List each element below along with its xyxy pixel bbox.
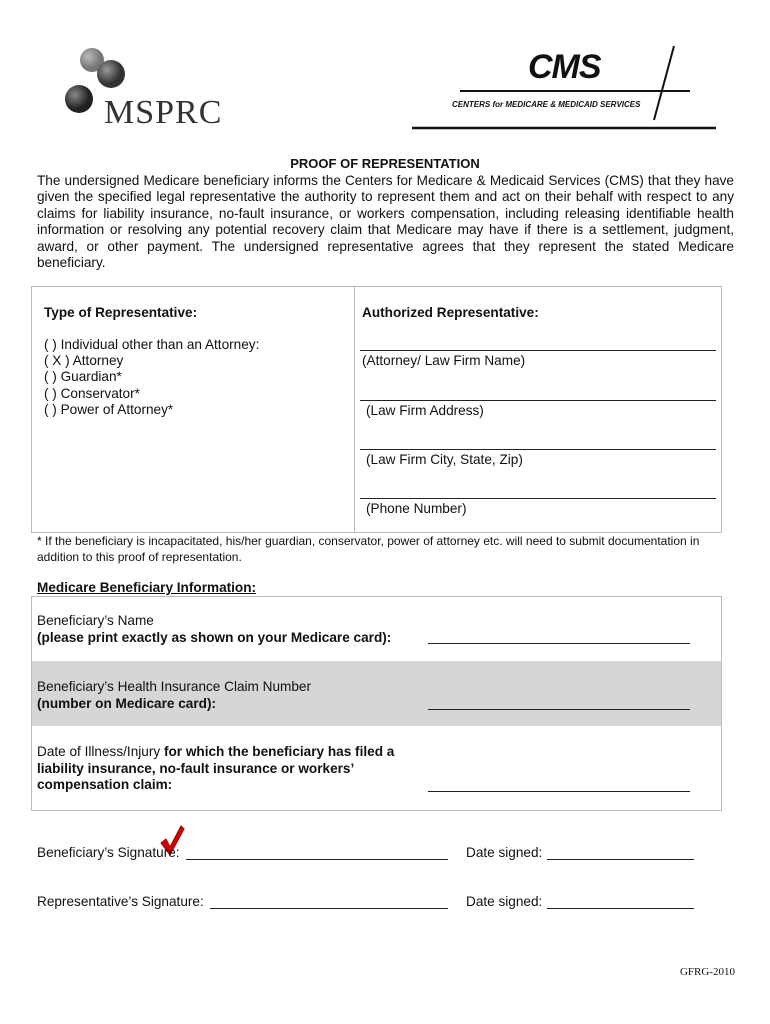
- msprc-logo: [62, 44, 252, 134]
- beneficiary-signature-label: Beneficiary’s Signature:: [37, 845, 180, 860]
- form-code: GFRG-2010: [679, 966, 735, 978]
- beneficiary-section-title: Medicare Beneficiary Information:: [37, 580, 257, 595]
- representative-date-signed-line[interactable]: [547, 908, 694, 909]
- option-individual[interactable]: ( ) Individual other than an Attorney:: [44, 337, 260, 352]
- option-power-of-attorney[interactable]: ( ) Power of Attorney*: [44, 402, 174, 417]
- law-firm-address-caption: (Law Firm Address): [366, 403, 484, 418]
- option-attorney[interactable]: ( X ) Attorney: [44, 353, 124, 368]
- authorized-representative-label: Authorized Representative:: [362, 305, 539, 320]
- representative-date-signed-label: Date signed:: [466, 894, 543, 909]
- page-title: PROOF OF REPRESENTATION: [290, 156, 480, 171]
- phone-number-line[interactable]: [360, 498, 716, 499]
- cms-logo-text: CMS: [528, 48, 601, 86]
- law-firm-name-line[interactable]: [360, 350, 716, 351]
- type-of-representative-label: Type of Representative:: [44, 305, 198, 320]
- option-conservator[interactable]: ( ) Conservator*: [44, 386, 140, 401]
- representative-signature-line[interactable]: [210, 908, 448, 909]
- cms-logo-subtitle: CENTERS for MEDICARE & MEDICAID SERVICES: [452, 100, 641, 109]
- law-firm-name-caption: (Attorney/ Law Firm Name): [362, 353, 526, 368]
- beneficiary-date-signed-label: Date signed:: [466, 845, 543, 860]
- law-firm-address-line[interactable]: [360, 400, 716, 401]
- date-of-illness-line[interactable]: [428, 791, 690, 792]
- date-of-illness-label: [37, 744, 422, 794]
- date-of-illness-label-bold: for which the beneficiary has filed a liability insurance, no-fault insurance or workers’ compensation claim:: [37, 744, 395, 792]
- date-of-illness-label-plain: Date of Illness/Injury: [37, 744, 164, 759]
- intro-paragraph: The undersigned Medicare beneficiary informs the Centers for Medicare & Medicaid Services (CMS) that they have given the specified legal representative the authority to represent them and act on their behalf with respect to any claims for liability insurance, no-fault insurance, or workers compensation, including releasing identifiable health information or resolving any potential recovery claim that Medicare may have if there is a settlement, judgment, award, or other payment. The undersigned representative agrees that they represent the stated Medicare beneficiary.: [37, 173, 734, 271]
- column-divider: [354, 287, 355, 532]
- option-guardian[interactable]: ( ) Guardian*: [44, 369, 122, 384]
- hicn-line[interactable]: [428, 709, 690, 710]
- beneficiary-date-signed-line[interactable]: [547, 859, 694, 860]
- hicn-hint: (number on Medicare card):: [37, 696, 217, 711]
- beneficiary-name-line[interactable]: [428, 643, 690, 644]
- representative-signature-label: Representative’s Signature:: [37, 894, 204, 909]
- msprc-logo-text: MSPRC: [104, 94, 223, 131]
- hicn-label: Beneficiary’s Health Insurance Claim Number: [37, 679, 312, 694]
- phone-number-caption: (Phone Number): [366, 501, 467, 516]
- cms-logo: [410, 44, 720, 136]
- law-firm-city-caption: (Law Firm City, State, Zip): [366, 452, 523, 467]
- beneficiary-signature-line[interactable]: [186, 859, 448, 860]
- law-firm-city-line[interactable]: [360, 449, 716, 450]
- beneficiary-name-hint: (please print exactly as shown on your Medicare card):: [37, 630, 392, 645]
- beneficiary-name-label: Beneficiary’s Name: [37, 613, 154, 628]
- footnote: * If the beneficiary is incapacitated, his/her guardian, conservator, power of attorney etc. will need to submit documentation in addition to this proof of representation.: [37, 534, 700, 564]
